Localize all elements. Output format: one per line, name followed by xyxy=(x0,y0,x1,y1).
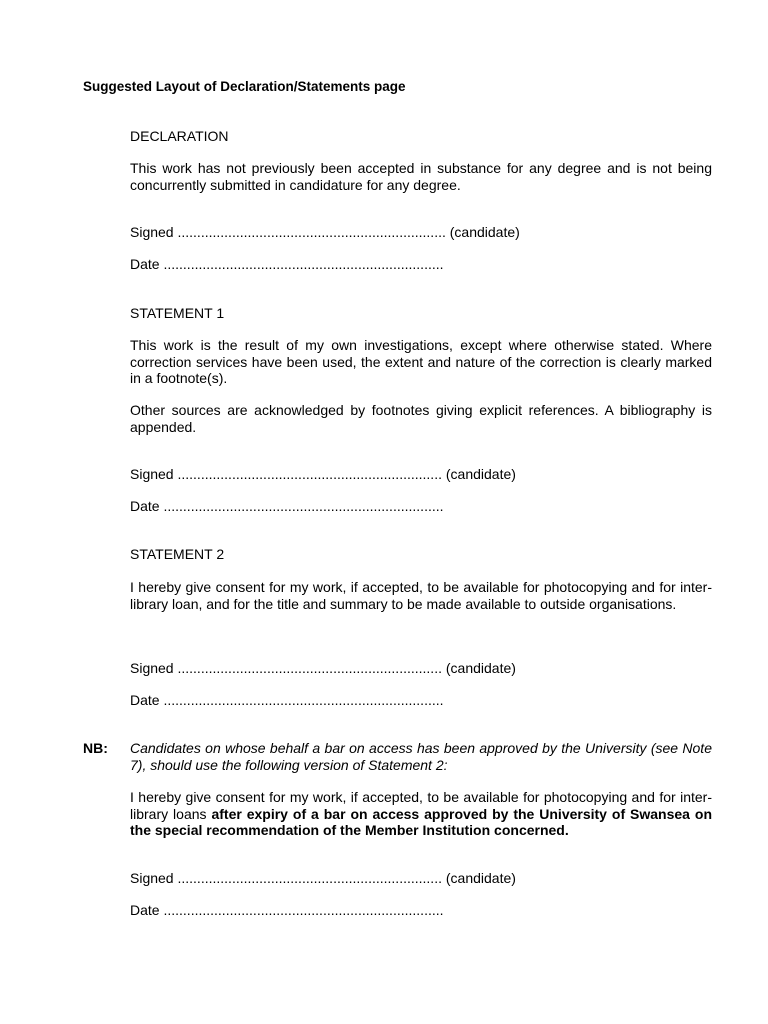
nb-date-line: Date ........................................................................ xyxy=(130,902,444,918)
declaration-signed-line: Signed ..................................................................... (candidate) xyxy=(130,224,520,240)
declaration-heading: DECLARATION xyxy=(130,128,229,144)
statement1-sources: Other sources are acknowledged by footnotes giving explicit references. A bibliography is appended. xyxy=(130,402,712,435)
nb-alternate-statement xyxy=(130,789,712,839)
statement1-date-line: Date ........................................................................ xyxy=(130,498,444,514)
nb-note: Candidates on whose behalf a bar on access has been approved by the University (see Note 7), should use the following version of Statement 2: xyxy=(130,740,712,773)
nb-alternate-statement-bold: after expiry of a bar on access approved by the University of Swansea on the special recommendation of the Member Institution concerned. xyxy=(130,805,712,838)
statement1-body: This work is the result of my own investigations, except where otherwise stated. Where correction services have been used, the extent and nature of the correction is clearly marked in a footnote(s). xyxy=(130,337,712,386)
statement2-signed-line: Signed .................................................................... (candidate) xyxy=(130,660,516,676)
statement2-heading: STATEMENT 2 xyxy=(130,546,225,562)
statement1-signed-line: Signed .................................................................... (candidate) xyxy=(130,466,516,482)
nb-signed-line: Signed .................................................................... (candidate) xyxy=(130,870,516,886)
declaration-body: This work has not previously been accepted in substance for any degree and is not being concurrently submitted in candidature for any degree. xyxy=(130,160,712,193)
statement2-date-line: Date ........................................................................ xyxy=(130,692,444,708)
statement1-heading: STATEMENT 1 xyxy=(130,305,225,321)
nb-alternate-statement-plain: I hereby give consent for my work, if accepted, to be available for photocopying and for inter-library loans xyxy=(130,789,712,822)
nb-label: NB: xyxy=(83,740,108,756)
statement2-body: I hereby give consent for my work, if accepted, to be available for photocopying and for inter-library loan, and for the title and summary to be made available to outside organisations. xyxy=(130,579,712,612)
declaration-date-line: Date ........................................................................ xyxy=(130,256,444,272)
page-title: Suggested Layout of Declaration/Statements page xyxy=(83,79,406,94)
